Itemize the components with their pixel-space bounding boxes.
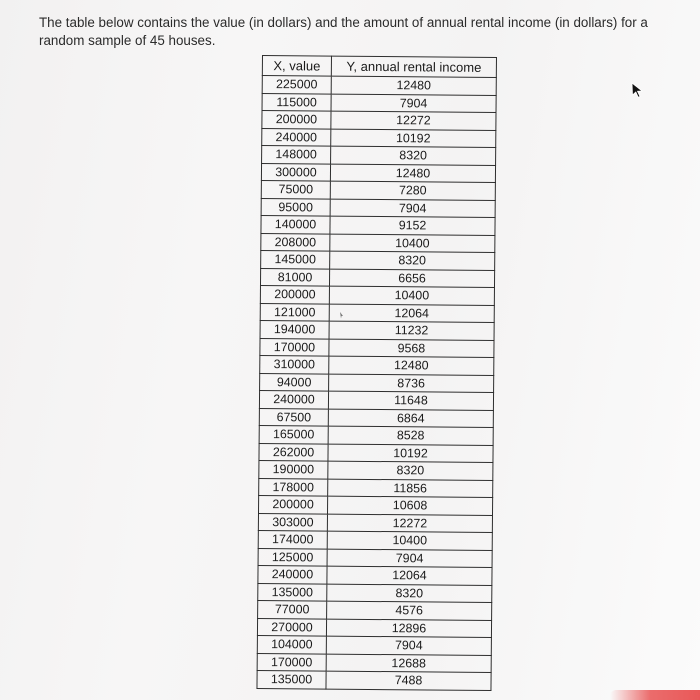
table-row <box>258 530 492 550</box>
table-row <box>261 198 495 218</box>
data-table <box>256 55 497 691</box>
cell-y-rental-income: 8320 <box>331 146 496 165</box>
cell-x-value: 178000 <box>259 478 328 496</box>
cell-x-value: 125000 <box>258 548 327 566</box>
cell-y-rental-income: 11232 <box>329 321 494 340</box>
table-row <box>258 548 492 568</box>
table-row <box>259 478 493 498</box>
cell-y-rental-income: 7488 <box>326 671 491 690</box>
table-header-row <box>262 56 496 78</box>
table-row <box>260 373 494 393</box>
table-row <box>260 303 494 323</box>
cell-y-rental-income: 7904 <box>330 199 495 218</box>
data-table-container <box>256 55 497 691</box>
cell-y-rental-income: 10400 <box>329 286 494 305</box>
cell-y-rental-income: 7280 <box>330 181 495 200</box>
cell-y-rental-income: 12272 <box>331 111 496 130</box>
cell-x-value: 77000 <box>258 600 327 618</box>
cell-x-value: 75000 <box>261 180 330 198</box>
cell-y-rental-income: 10400 <box>330 234 495 253</box>
cell-y-rental-income: 11648 <box>328 391 493 410</box>
cell-x-value: 240000 <box>262 128 331 146</box>
table-row <box>260 285 494 305</box>
column-header-x-value: X, value <box>262 56 331 77</box>
cell-x-value: 194000 <box>260 320 329 338</box>
cell-y-rental-income: 12272 <box>327 514 492 533</box>
table-row <box>261 250 495 270</box>
cell-x-value: 170000 <box>260 338 329 356</box>
table-row <box>260 268 494 288</box>
cell-x-value: 208000 <box>261 233 330 251</box>
cell-x-value: 303000 <box>258 513 327 531</box>
cell-x-value: 81000 <box>260 268 329 286</box>
cell-y-rental-income: 12896 <box>326 619 491 638</box>
cell-x-value: 148000 <box>262 146 331 164</box>
cell-y-rental-income: 8320 <box>328 461 493 480</box>
table-row <box>262 76 496 96</box>
cell-x-value: 310000 <box>260 355 329 373</box>
table-row <box>258 565 492 585</box>
cell-y-rental-income: 12480 <box>331 76 496 95</box>
decorative-corner-glow <box>610 690 700 700</box>
cell-x-value: 200000 <box>259 495 328 513</box>
cell-x-value: 135000 <box>257 670 326 688</box>
table-row <box>262 111 496 131</box>
text-cursor-mark-icon <box>339 312 344 319</box>
cell-x-value: 165000 <box>259 425 328 443</box>
table-row <box>261 180 495 200</box>
table-row <box>259 408 493 428</box>
cell-y-rental-income: 7904 <box>331 94 496 113</box>
cell-y-rental-income: 8736 <box>329 374 494 393</box>
cell-x-value: 262000 <box>259 443 328 461</box>
cell-y-rental-income: 12480 <box>329 356 494 375</box>
table-row <box>261 233 495 253</box>
cell-y-rental-income: 12064 <box>327 566 492 585</box>
table-row <box>258 583 492 603</box>
cell-x-value: 190000 <box>259 460 328 478</box>
cell-y-rental-income: 12480 <box>330 164 495 183</box>
cell-y-rental-income: 7904 <box>326 636 491 655</box>
table-body <box>257 76 496 691</box>
cell-x-value: 300000 <box>261 163 330 181</box>
table-row <box>260 320 494 340</box>
table-row <box>260 355 494 375</box>
table-row <box>261 215 495 235</box>
table-row <box>258 600 492 620</box>
cell-y-rental-income: 7904 <box>327 549 492 568</box>
cell-x-value: 225000 <box>262 76 331 94</box>
table-row <box>262 93 496 113</box>
table-row <box>259 425 493 445</box>
cell-y-rental-income: 11856 <box>328 479 493 498</box>
table-row <box>257 635 491 655</box>
cell-x-value: 135000 <box>258 583 327 601</box>
column-header-y-rental-income: Y, annual rental income <box>331 56 496 77</box>
cell-x-value: 240000 <box>258 565 327 583</box>
cell-x-value: 270000 <box>257 618 326 636</box>
cell-x-value: 104000 <box>257 635 326 653</box>
cell-y-rental-income: 8528 <box>328 426 493 445</box>
cell-x-value: 95000 <box>261 198 330 216</box>
table-row <box>257 653 491 673</box>
cell-x-value: 121000 <box>260 303 329 321</box>
cell-x-value: 170000 <box>257 653 326 671</box>
cell-x-value: 115000 <box>262 93 331 111</box>
cell-x-value: 174000 <box>258 530 327 548</box>
cell-x-value: 240000 <box>259 390 328 408</box>
cell-y-rental-income: 10400 <box>327 531 492 550</box>
cell-y-rental-income: 9152 <box>330 216 495 235</box>
table-row <box>257 618 491 638</box>
question-text: The table below contains the value (in dollars) and the amount of annual rental income (in dollars) for a random sample of 45 houses. <box>39 15 648 48</box>
table-row <box>259 460 493 480</box>
cell-x-value: 94000 <box>260 373 329 391</box>
table-row <box>257 670 491 690</box>
cell-x-value: 200000 <box>260 285 329 303</box>
table-row <box>261 163 495 183</box>
table-row <box>259 390 493 410</box>
cell-y-rental-income: 12064 <box>329 304 494 323</box>
mouse-pointer-icon <box>630 82 644 98</box>
cell-x-value: 145000 <box>261 250 330 268</box>
table-row <box>262 146 496 166</box>
cell-y-rental-income: 4576 <box>327 601 492 620</box>
cell-y-rental-income: 10608 <box>328 496 493 515</box>
cell-x-value: 67500 <box>259 408 328 426</box>
table-row <box>260 338 494 358</box>
cell-y-rental-income: 9568 <box>329 339 494 358</box>
cell-y-rental-income: 10192 <box>328 444 493 463</box>
cell-y-rental-income: 10192 <box>331 129 496 148</box>
cell-y-rental-income: 8320 <box>327 584 492 603</box>
cell-y-rental-income: 6656 <box>329 269 494 288</box>
cell-x-value: 140000 <box>261 215 330 233</box>
table-row <box>259 495 493 515</box>
cell-y-rental-income: 6864 <box>328 409 493 428</box>
cell-y-rental-income: 12688 <box>326 654 491 673</box>
cell-y-rental-income: 8320 <box>330 251 495 270</box>
table-row <box>258 513 492 533</box>
table-row <box>259 443 493 463</box>
cell-x-value: 200000 <box>262 111 331 129</box>
table-row <box>262 128 496 148</box>
